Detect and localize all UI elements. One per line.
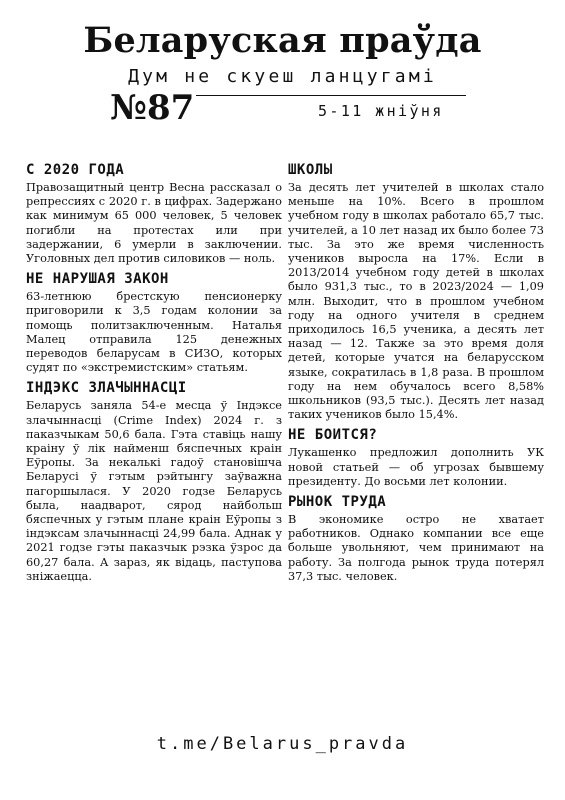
article-body: 63-летнюю брестскую пенсионерку приговорили к 3,5 годам колонии за помощь политзаключенным. Наталья Малец отправила 125 денежных переводов беларусам в СИЗО, которых судят по «экстремистским» статьям.	[26, 290, 282, 375]
newspaper-title: Беларуская праўда	[83, 20, 482, 61]
article-body: Правозащитный центр Весна рассказал о репрессиях с 2020 г. в цифрах. Задержано как минимум 65 000 человек, 5 человек погибли на протестах или при задержании, 6 умерли в заключении. Уголовных дел против силовиков — ноль.	[26, 181, 282, 266]
left-column	[26, 161, 282, 588]
article-since-2020	[26, 161, 282, 266]
article-crime-index	[26, 379, 282, 584]
article-heading: НЕ БОИТСЯ?	[288, 427, 378, 444]
article-body: Беларусь заняла 54-е месца ў Індэксе злачыннасці (Crime Index) 2024 г. з паказчыкам 50,6 бала. Гэта ставіць нашу краіну ў лік найменш бяспечных краін Еўропы. За некалькі гадоў становішча Беларусі ў гэтым рэйтынгу заўважна пагоршылася. У 2020 годзе Беларусь была, наадварот, сярод найбольш бяспечных у гэтым плане краін Еўропы з індэксам злачыннасці 24,99 бала. Аднак у 2021 годзе гэты паказчык рэзка ўзрос да 60,27 бала. А зараз, як відаць, паступова зніжаецца.	[26, 399, 282, 583]
issue-date: 5-11 жніўня	[318, 102, 444, 120]
newspaper-slogan: Дум не скуеш ланцугамі	[128, 66, 437, 87]
article-body: Лукашенко предложил дополнить УК новой статьей — об угрозах бывшему президенту. До восьми лет колонии.	[288, 446, 544, 488]
right-column	[288, 161, 544, 588]
issue-number: №87	[110, 88, 195, 128]
masthead-divider	[196, 95, 466, 96]
article-heading: ІНДЭКС ЗЛАЧЫННАСЦІ	[26, 380, 187, 397]
article-not-breaking-law	[26, 270, 282, 375]
article-heading: НЕ НАРУШАЯ ЗАКОН	[26, 271, 169, 288]
article-labor-market	[288, 493, 544, 584]
article-schools	[288, 161, 544, 422]
telegram-link[interactable]: t.me/Belarus_pravda	[156, 734, 409, 754]
article-heading: РЫНОК ТРУДА	[288, 494, 387, 511]
article-not-afraid	[288, 426, 544, 489]
article-body: В экономике остро не хватает работников. Однако компании все еще больше увольняют, чем принимают на работу. За полгода рынок труда потерял 37,3 тыс. человек.	[288, 513, 544, 583]
article-heading: С 2020 ГОДА	[26, 162, 125, 178]
article-body: За десять лет учителей в школах стало меньше на 10%. Всего в прошлом учебном году в школах работало 65,7 тыс. учителей, а 10 лет назад их было более 73 тыс. За это же время численность учеников выросла на 17%. Если в 2013/2014 учебном году детей в школах было 931,3 тыс., то в 2023/2024 — 1,09 млн. Выходит, что в прошлом учебном году на одного учителя в среднем приходилось 16,5 ученика, а десять лет назад — 12. Также за это время доля детей, которые учатся на беларусском языке, сократилась в 1,8 раза. В прошлом году на нем обучалось всего 8,58% школьников (93,5 тыс.). Десять лет назад таких учеников было 15,4%.	[288, 181, 544, 422]
masthead	[0, 0, 565, 150]
article-heading: ШКОЛЫ	[288, 162, 333, 178]
